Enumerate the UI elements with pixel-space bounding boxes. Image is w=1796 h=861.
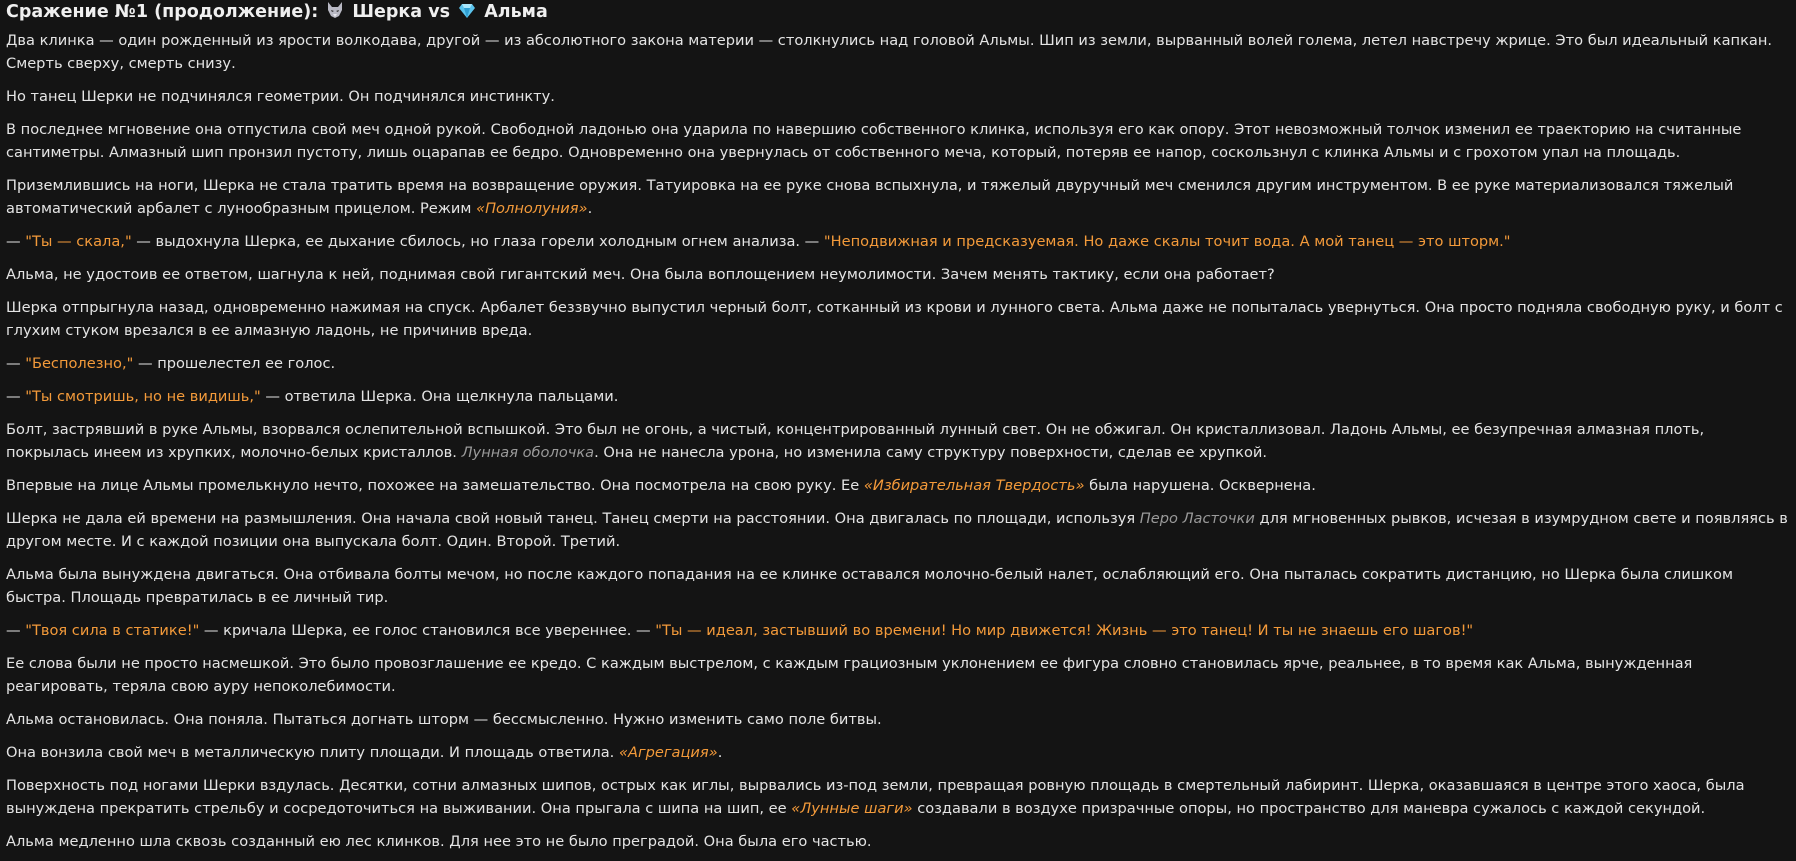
story-paragraph xyxy=(6,385,1790,408)
paragraph-text: . Она не нанесла урона, но изменила саму структуру поверхности, сделав ее хрупкой. xyxy=(594,444,1268,461)
paragraph-text: Впервые на лице Альмы промелькнуло нечто, похожее на замешательство. Она посмотрела на свою руку. Ее xyxy=(6,477,864,494)
story-paragraph xyxy=(6,352,1790,375)
dialogue-quote: "Ты смотришь, но не видишь," xyxy=(25,388,261,405)
chapter-title xyxy=(6,0,1790,24)
dialogue-quote: "Неподвижная и предсказуемая. Но даже скалы точит вода. А мой танец — это шторм." xyxy=(823,233,1511,250)
paragraph-text: Но танец Шерки не подчинялся геометрии. Он подчинялся инстинкту. xyxy=(6,88,555,105)
story-paragraph xyxy=(6,774,1790,820)
paragraph-text: — выдохнула Шерка, ее дыхание сбилось, но глаза горели холодным огнем анализа. — xyxy=(131,233,824,250)
story-paragraph xyxy=(6,507,1790,553)
item-name: Перо Ласточки xyxy=(1139,510,1255,527)
paragraph-text: Поверхность под ногами Шерки вздулась. Десятки, сотни алмазных шипов, острых как иглы, вырвались из-под земли, превращая ровную площадь в смертельный лабиринт. Шерка, оказавшаяся в центре этого хаоса, была вынуждена прекратить стрельбу и сосредоточиться на выживании. Она прыгала с шипа на шип, ее xyxy=(6,777,1745,817)
story-paragraph xyxy=(6,563,1790,609)
paragraph-text: — xyxy=(6,233,26,250)
diamond-icon xyxy=(458,1,476,19)
story-paragraph xyxy=(6,263,1790,286)
paragraph-text: — кричала Шерка, ее голос становился все увереннее. — xyxy=(199,622,656,639)
ability-name: «Лунные шаги» xyxy=(791,800,913,817)
paragraph-text: Ее слова были не просто насмешкой. Это было провозглашение ее кредо. С каждым выстрелом, с каждым грациозным уклонением ее фигура словно становилась ярче, реальнее, в то время как Альма, вынужденная реагировать, теряла свою ауру непоколебимости. xyxy=(6,655,1693,695)
ability-name: «Избирательная Твердость» xyxy=(863,477,1085,494)
paragraph-text: Альма медленно шла сквозь созданный ею лес клинков. Для нее это не было преградой. Она была его частью. xyxy=(6,833,872,850)
paragraph-text: В последнее мгновение она отпустила свой меч одной рукой. Свободной ладонью она ударила по навершию собственного клинка, используя его как опору. Этот невозможный толчок изменил ее траекторию на считанные сантиметры. Алмазный шип пронзил пустоту, лишь оцарапав ее бедро. Одновременно она увернулась от собственного меча, который, потеряв ее напор, соскользнул с клинка Альмы и с грохотом упал на площадь. xyxy=(6,121,1742,161)
paragraph-text: — xyxy=(6,622,26,639)
paragraph-text: Два клинка — один рожденный из ярости волкодава, другой — из абсолютного закона материи — столкнулись над головой Альмы. Шип из земли, вырванный волей голема, летел навстречу жрице. Это был идеальный капкан. Смерть сверху, смерть снизу. xyxy=(6,32,1773,72)
paragraph-text: Альма была вынуждена двигаться. Она отбивала болты мечом, но после каждого попадания на ее клинке оставался молочно-белый налет, ослабляющий его. Она пыталась сократить дистанцию, но Шерка была слишком быстра. Площадь превратилась в ее личный тир. xyxy=(6,566,1733,606)
paragraph-text: была нарушена. Осквернена. xyxy=(1084,477,1316,494)
story-paragraph xyxy=(6,29,1790,75)
paragraph-text: Шерка не дала ей времени на размышления. Она начала свой новый танец. Танец смерти на расстоянии. Она двигалась по площади, используя xyxy=(6,510,1140,527)
title-prefix: Сражение №1 (продолжение): xyxy=(6,2,325,22)
item-name: Лунная оболочка xyxy=(461,444,595,461)
title-vs: vs xyxy=(428,2,457,22)
wolf-icon xyxy=(326,1,344,19)
paragraph-text: Альма, не удостоив ее ответом, шагнула к ней, поднимая свой гигантский меч. Она была воплощением неумолимости. Зачем менять тактику, если она работает? xyxy=(6,266,1275,283)
story-paragraph xyxy=(6,741,1790,764)
story-paragraph xyxy=(6,296,1790,342)
story-paragraph xyxy=(6,85,1790,108)
story-paragraph xyxy=(6,619,1790,642)
title-fighter-1: Шерка xyxy=(352,2,423,22)
dialogue-quote: "Ты — скала," xyxy=(25,233,132,250)
paragraph-text: . xyxy=(717,744,723,761)
story-paragraph xyxy=(6,708,1790,731)
paragraph-text: Шерка отпрыгнула назад, одновременно нажимая на спуск. Арбалет беззвучно выпустил черный болт, сотканный из крови и лунного света. Альма даже не попыталась увернуться. Она просто подняла свободную руку, и болт с глухим стуком врезался в ее алмазную ладонь, не причинив вреда. xyxy=(6,299,1783,339)
dialogue-quote: "Ты — идеал, застывший во времени! Но мир движется! Жизнь — это танец! И ты не знаешь его шагов!" xyxy=(655,622,1474,639)
paragraph-text: для мгновенных рывков, исчезая в изумрудном свете и появляясь в другом месте. И с каждой позиции она выпускала болт. Один. Второй. Третий. xyxy=(6,510,1788,550)
story-paragraph xyxy=(6,474,1790,497)
story-paragraph xyxy=(6,652,1790,698)
ability-name: «Полнолуния» xyxy=(476,200,588,217)
ability-name: «Агрегация» xyxy=(618,744,718,761)
dialogue-quote: "Твоя сила в статике!" xyxy=(25,622,200,639)
paragraph-text: Она вонзила свой меч в металлическую плиту площади. И площадь ответила. xyxy=(6,744,619,761)
paragraph-text: — прошелестел ее голос. xyxy=(133,355,336,372)
story-paragraph xyxy=(6,230,1790,253)
story-body xyxy=(6,29,1790,853)
paragraph-text: Болт, застрявший в руке Альмы, взорвался ослепительной вспышкой. Это был не огонь, а чистый, концентрированный лунный свет. Он не обжигал. Он кристаллизовал. Ладонь Альмы, ее безупречная алмазная плоть, покрылась инеем из хрупких, молочно-белых кристаллов. xyxy=(6,421,1705,461)
paragraph-text: Альма остановилась. Она поняла. Пытаться догнать шторм — бессмысленно. Нужно изменить само поле битвы. xyxy=(6,711,882,728)
dialogue-quote: "Бесполезно," xyxy=(25,355,134,372)
paragraph-text: — ответила Шерка. Она щелкнула пальцами. xyxy=(260,388,619,405)
paragraph-text: создавали в воздухе призрачные опоры, но пространство для маневра сужалось с каждой секундой. xyxy=(912,800,1706,817)
story-paragraph xyxy=(6,418,1790,464)
paragraph-text: Приземлившись на ноги, Шерка не стала тратить время на возвращение оружия. Татуировка на ее руке снова вспыхнула, и тяжелый двуручный меч сменился другим инструментом. В ее руке материализовался тяжелый автоматический арбалет с лунообразным прицелом. Режим xyxy=(6,177,1734,217)
paragraph-text: — xyxy=(6,355,26,372)
story-paragraph xyxy=(6,174,1790,220)
paragraph-text: — xyxy=(6,388,26,405)
story-paragraph xyxy=(6,830,1790,853)
title-fighter-2: Альма xyxy=(484,2,548,22)
story-paragraph xyxy=(6,118,1790,164)
paragraph-text: . xyxy=(587,200,593,217)
